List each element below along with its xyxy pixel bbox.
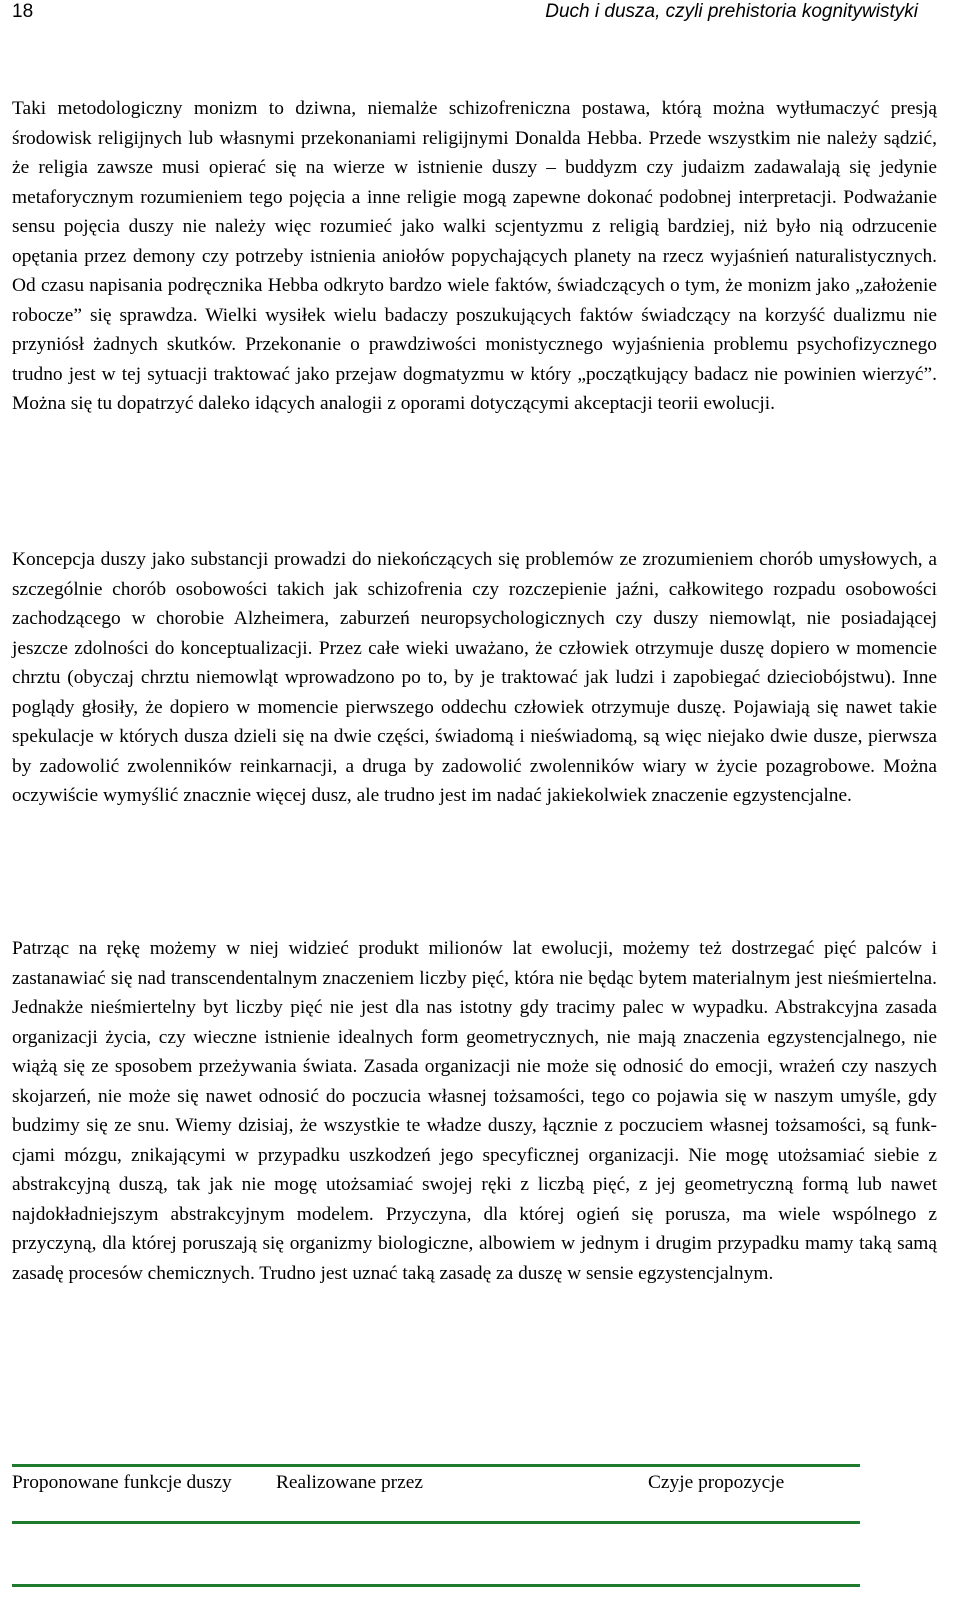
table-header-rule (12, 1521, 860, 1524)
paragraph-hand-number-five (12, 934, 937, 1288)
table-top-rule (12, 1464, 860, 1467)
table-header-row (12, 1468, 860, 1520)
paragraph-text: Patrząc na rękę możemy w niej widzieć produkt milionów lat ewolucji, możemy też dostrzegać pięć palców i zastanawiać się nad transcendentalnym znaczeniem liczby pięć, która nie będąc bytem materialnym jest nieśmiertelna. Jednakże nieśmiertelny byt liczby pięć nie jest dla nas istotny gdy tracimy palec w wypadku. Abstrakcyjna zasada organizacji życia, czy wieczne istnienie idealnych form geometrycznych, nie mają znaczenia egzystencjalnego, nie wiążą się ze sposobem przeżywania świata. Zasada organizacji nie może się odnosić do emocji, wrażeń czy naszych skojarzeń, nie może się nawet odnosić do poczucia własnej tożsamości, tego co pojawia się w naszym umyśle, gdy budzimy się ze snu. Wiemy dzisiaj, że wszystkie te władze duszy, łącznie z poczuciem własnej tożsamości, są funkcjami mózgu, znikającymi w przypadku uszkodzeń jego specyficznej organizacji. Nie mogę utożsamiać siebie z abstrakcyjną duszą, tak jak nie mogę utożsamiać swojej ręki z liczbą pięć, z jej geometryczną formą lub nawet najdokładniejszym abstrakcyjnym modelem. Przyczyna, dla której ogień się porusza, ma wiele wspólnego z przyczyną, dla której poruszają się organizmy biologiczne, albowiem w jednym i drugim przypadku mamy taką samą zasadę procesów chemicznych. Trudno jest uznać taką zasadę za duszę w sensie egzystencjalnym. (12, 938, 937, 1284)
paragraph-text: Koncepcja duszy jako substancji prowadzi do niekończących się problemów ze zrozumieniem chorób umysłowych, a szczególnie chorób osobowości takich jak schizofrenia czy rozczepienie jaźni, całkowitego rozpadu osobowości zachodzącego w chorobie Alzheimera, zaburzeń neuropsychologicznych czy duszy niemowląt, nie posiadającej jeszcze zdolności do konceptualizacji. Przez całe wieki uważano, że człowiek otrzymuje duszę dopiero w momencie chrztu (obyczaj chrztu niemowląt wprowadzono po to, by je traktować jak ludzi i zapobiegać dzieciobójstwu). Inne poglądy głosiły, że dopiero w momencie pierwszego oddechu człowiek otrzymuje duszę. Pojawiają się nawet takie spekulacje w których dusza dzieli się na dwie części, świadomą i nieświadomą, są więc niejako dwie dusze, pierwsza by zadowolić zwolenników reinkarnacji, a druga by zadowolić zwolenników wiary w życie pozagrobowe. Można oczywiście wymyślić znacznie więcej dusz, ale trudno jest im nadać jakiekolwiek znaczenie egzystencjalne. (12, 549, 937, 806)
running-title: Duch i dusza, czyli prehistoria kognitywistyki (545, 1, 918, 22)
table-header-whose-proposals: Czyje propozycje (648, 1472, 785, 1493)
paragraph-soul-substance (12, 545, 937, 811)
paragraph-text: Taki metodologiczny monizm to dziwna, niemalże schizofreniczna postawa, którą można wytłumaczyć presją środowisk religijnych lub własnymi przekonaniami religijnymi Donalda Hebba. Przede wszystkim nie należy sądzić, że religia zawsze musi opierać się na wierze w istnienie duszy – buddyzm czy judaizm zadawalają się jedynie metaforycznym rozumieniem tego pojęcia a inne religie mogą zapewne dokonać podobnej interpretacji. Podważanie sensu pojęcia duszy nie należy więc rozumieć jako walki scjentyzmu z religią bardziej, niż było nią odrzucenie opętania przez demony czy potrzeby istnienia aniołów popychających planety na rzecz wyjaśnień naturalistycznych. Od czasu napisania podręcznika Hebba odkryto bardzo wiele faktów, świadczących o tym, że monizm jako „założenie robocze” się sprawdza. Wielki wysiłek wielu badaczy poszukujących faktów świadczący na korzyść dualizmu nie przyniósł żadnych skutków. Przekonanie o prawdziwości monistycznego wyjaśnienia problemu psychofizycznego trudno jest w tej sytuacji traktować jako przejaw dogmatyzmu w który „początkujący badacz nie powinien wierzyć”. Można się tu dopatrzyć daleko idących analogii z oporami dotyczącymi akceptacji teorii ewolucji. (12, 98, 937, 414)
page-number: 18 (12, 1, 34, 22)
paragraph-monism (12, 94, 937, 419)
page-header (12, 0, 940, 24)
table-bottom-rule (12, 1584, 860, 1587)
table-header-realized-by: Realizowane przez (276, 1472, 423, 1493)
table-header-proposed-functions: Proponowane funkcje duszy (12, 1472, 232, 1493)
